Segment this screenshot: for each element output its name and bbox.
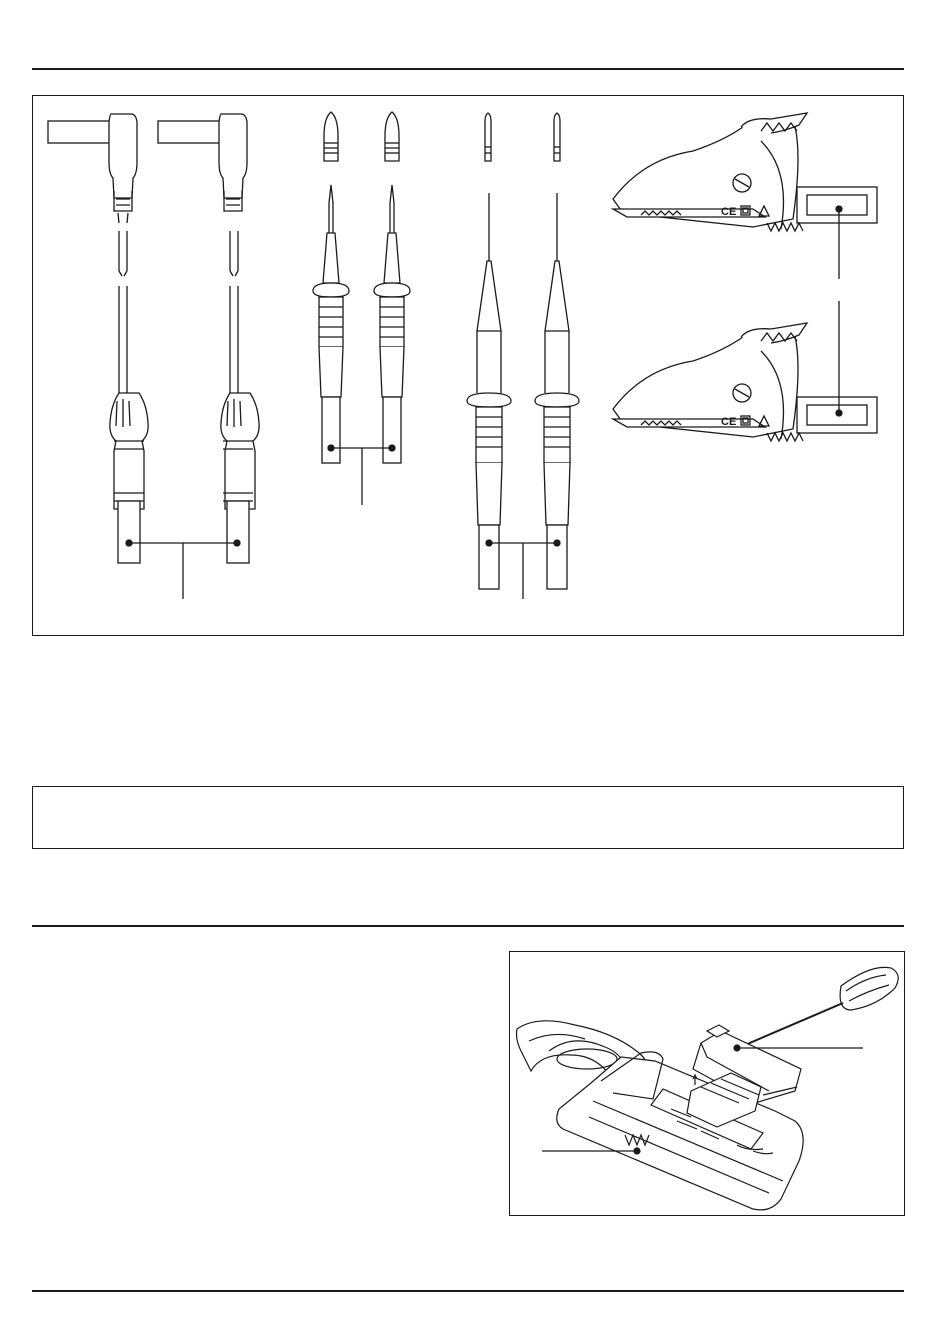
ce-mark: CE (721, 206, 737, 218)
ce-mark: CE (721, 416, 737, 428)
note-box (32, 786, 904, 849)
test-probe-cap-icon (324, 112, 560, 161)
header-rule (32, 68, 904, 70)
test-probe-icon (467, 193, 579, 599)
screwdriver-icon (731, 967, 898, 1051)
footer-rule (32, 1290, 904, 1292)
test-probe-icon (313, 185, 410, 505)
battery-figure (509, 951, 905, 1216)
section-rule (32, 925, 904, 927)
alligator-clip-icon (613, 113, 877, 441)
test-lead-cable-icon (48, 114, 259, 599)
accessories-figure (32, 95, 904, 636)
